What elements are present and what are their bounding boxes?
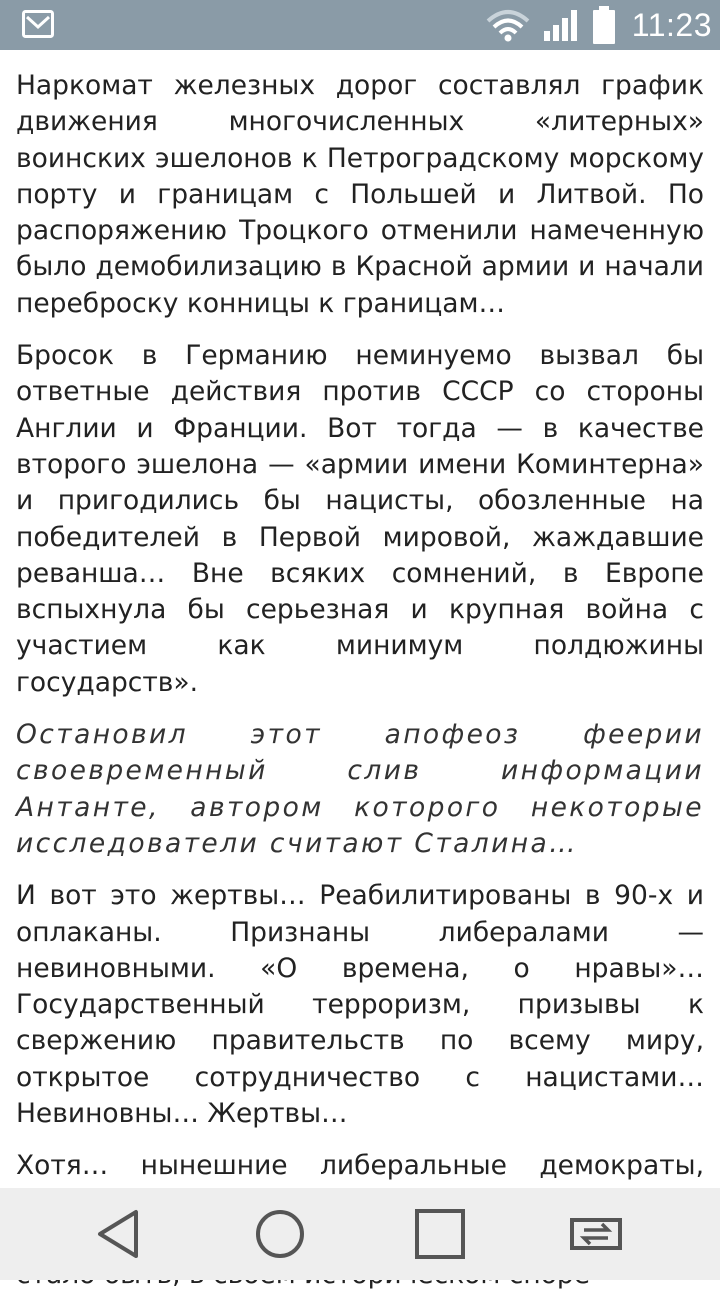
article-paragraph: Наркомат железных дорог составлял график движения многочисленных «литерных» воинских эшелонов к Петроградскому морскому порту и границам с Польшей и Литвой. По распоряжению Троцкого отменили намеченную было демобилизацию в Красной армии и начали переброску конницы к границам… (16, 70, 704, 319)
home-icon[interactable] (252, 1206, 308, 1262)
status-clock: 11:23 (631, 7, 712, 43)
article-paragraph: Бросок в Германию неминуемо вызвал бы ответные действия против СССР со стороны Англии и Франции. Вот тогда — в качестве второго эшелона — «армии имени Коминтерна» и пригодились бы нацисты, обозленные на победителей в Первой мировой, жаждавшие реванша… Вне всяких сомнений, в Европе вспыхнула бы серьезная и крупная война с участием как минимум полдюжины государств». (16, 340, 704, 698)
battery-icon (592, 5, 616, 45)
article-paragraph: Хотя… нынешние либеральные демократы, (16, 1150, 704, 1182)
recents-icon[interactable] (412, 1206, 468, 1262)
article-paragraph: И вот это жертвы… Реабилитированы в 90-х и оплаканы. Признаны либералами — невиновными. «О времена, о нравы»… Государственный терроризм, призывы к свержению правительств по всему миру, открытое сотрудничество с нацистами… Невиновны… Жертвы… (16, 880, 704, 1130)
article-quote: Остановил этот апофеоз феерии своевременный слив информации Антанте, автором которого некоторые исследователи считают Сталина… (16, 719, 704, 859)
back-icon[interactable] (92, 1206, 148, 1262)
status-bar (0, 0, 720, 50)
navigation-bar (0, 1188, 720, 1280)
article-body[interactable] (0, 50, 720, 1188)
signal-icon (542, 7, 582, 43)
dual-window-icon[interactable] (568, 1206, 624, 1262)
wifi-icon (484, 7, 532, 43)
mail-icon (22, 10, 54, 38)
status-icons (474, 0, 712, 50)
